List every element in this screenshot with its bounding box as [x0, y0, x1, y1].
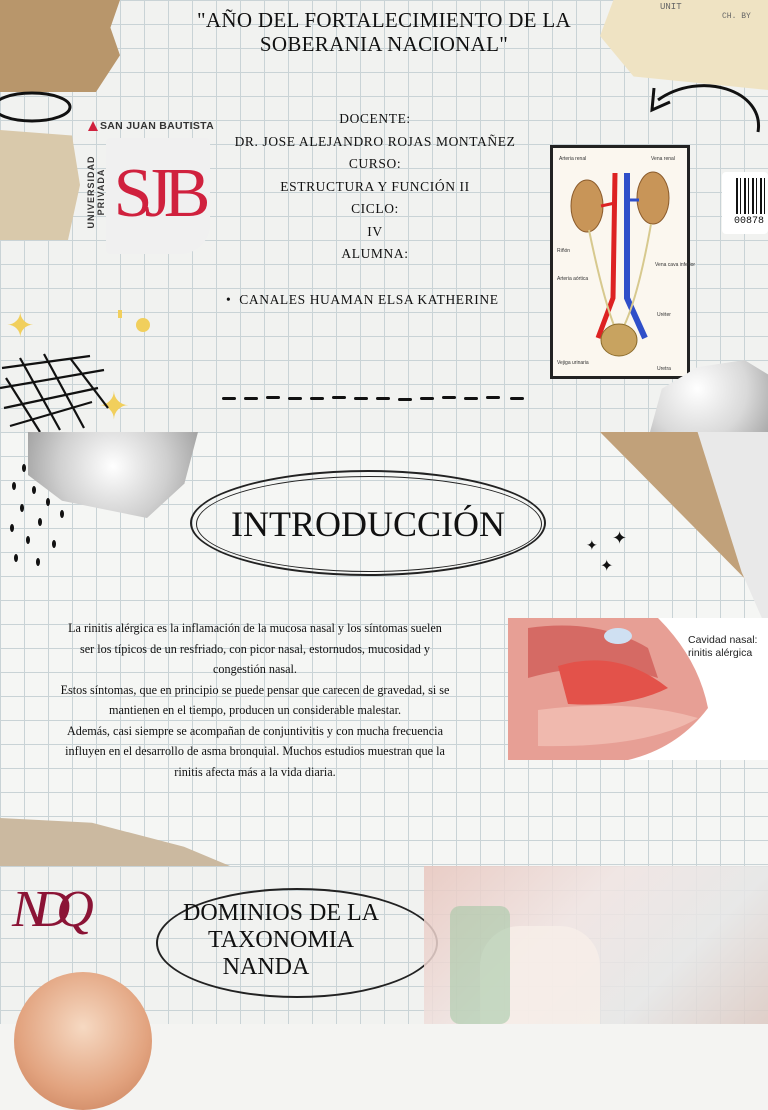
- paragraph-line: Además, casi siempre se acompañan de conjuntivitis y con mucha frecuencia: [67, 723, 443, 738]
- university-logo: [86, 118, 214, 258]
- circular-photo: [14, 972, 152, 1110]
- image-caption-line1: Cavidad nasal:: [688, 634, 758, 646]
- anatomy-label-mid-left: Riñón: [557, 248, 571, 254]
- sparkle-icon: ✦: [600, 558, 614, 575]
- year-title-line1: "AÑO DEL FORTALECIMIENTO DE LA: [197, 8, 571, 32]
- sparkle-icon: ✦: [586, 539, 598, 554]
- black-scribble-loop: [0, 85, 80, 130]
- black-dots-pattern: [4, 462, 74, 572]
- dashed-divider: [222, 396, 532, 402]
- nanda-heading-line2: TAXONOMIA: [207, 927, 355, 953]
- alumna-list-item: [226, 289, 546, 312]
- paragraph-line: Estos síntomas, que en principio se puede pensar que carecen de gravedad, si se: [60, 682, 450, 697]
- photo-green-shape: [450, 906, 510, 1024]
- cover-info-block: [200, 108, 550, 266]
- paragraph-line: ser los típicos de un resfriado, con picor nasal, estornudos, mucosidad y: [80, 641, 430, 656]
- sparkle-icon: ✦: [612, 528, 628, 548]
- ndq-logo: NDQ: [12, 881, 80, 938]
- alumna-label: ALUMNA:: [341, 246, 409, 261]
- urinary-system-image: [550, 145, 696, 379]
- barcode-sticker: [722, 172, 768, 234]
- curso-value: ESTRUCTURA Y FUNCIÓN II: [280, 178, 470, 194]
- urinary-system-illustration: [553, 148, 696, 376]
- ciclo-label: CICLO:: [351, 201, 399, 216]
- logo-monogram: SJB: [113, 155, 203, 232]
- tag-ch-label: [722, 12, 751, 21]
- nanda-heading: [156, 900, 406, 981]
- nasal-cavity-image: [508, 618, 768, 760]
- sparkle-icon: ✦: [98, 386, 130, 428]
- image-caption: [688, 634, 757, 660]
- anatomy-label-right-low: Uréter: [657, 312, 671, 318]
- black-scribble-icon: [0, 348, 112, 432]
- barcode-number: 00878: [734, 216, 765, 227]
- dot-icon: [136, 318, 150, 332]
- tag-unit-text: UNIT: [660, 2, 682, 12]
- paragraph-line: La rinitis alérgica es la inflamación de la mucosa nasal y los síntomas suelen: [68, 621, 442, 635]
- tag-ch-text: CH. BY: [722, 12, 751, 21]
- anatomy-label-bottom-right: Uretra: [657, 366, 671, 372]
- nanda-heading-line3: NANDA: [222, 954, 310, 980]
- anatomy-label-bottom-left: Vejiga urinaria: [557, 360, 589, 366]
- anatomy-label-right-mid: Vena cava inferior: [655, 262, 696, 268]
- anatomy-label-top-right: Vena renal: [651, 156, 675, 162]
- logo-side-text: UNIVERSIDAD PRIVADA: [86, 155, 106, 229]
- dot-icon: [118, 310, 122, 318]
- paragraph-line: influyen en el desarrollo de asma bronquial. Muchos estudios muestran que la: [65, 744, 445, 758]
- paragraph-line: congestión nasal.: [213, 662, 297, 676]
- slide-cover: [0, 0, 768, 432]
- slide-nanda: [0, 866, 768, 1024]
- ciclo-value: IV: [367, 223, 383, 239]
- docente-name: DR. JOSE ALEJANDRO ROJAS MONTAÑEZ: [234, 133, 516, 149]
- anatomy-label-top-left: Arteria renal: [559, 156, 587, 162]
- logo-top-text: SAN JUAN BAUTISTA: [100, 120, 214, 132]
- slide-introduction: [0, 432, 768, 866]
- introduction-paragraph: [10, 618, 500, 782]
- curved-arrow-icon: [640, 70, 768, 145]
- sparkle-icon: ✦: [6, 308, 35, 345]
- docente-label: DOCENTE:: [339, 111, 411, 126]
- year-title-line2: SOBERANIA NACIONAL": [259, 32, 509, 56]
- curso-label: CURSO:: [348, 156, 402, 171]
- image-caption-line2: rinitis alérgica: [688, 647, 753, 659]
- year-title: [160, 8, 608, 56]
- paragraph-line: mantienen en el tiempo, producen un considerable malestar.: [108, 703, 402, 717]
- beige-paper-left: [0, 130, 80, 240]
- barcode-icon: [736, 178, 768, 214]
- nanda-heading-line1: DOMINIOS DE LA: [183, 900, 379, 926]
- kraft-paper-top-left: [0, 0, 120, 92]
- logo-triangle-icon: [88, 121, 98, 131]
- alumna-name: CANALES HUAMAN ELSA KATHERINE: [239, 292, 499, 307]
- logo-monogram-box: [106, 138, 210, 254]
- bullet-icon: •: [226, 292, 240, 307]
- paragraph-line: rinitis afecta más a la vida diaria.: [174, 764, 336, 779]
- introduction-heading: INTRODUCCIÓN: [231, 504, 505, 544]
- tag-unit-label: [660, 2, 682, 12]
- anatomy-label-left-low: Arteria aórtica: [557, 276, 589, 282]
